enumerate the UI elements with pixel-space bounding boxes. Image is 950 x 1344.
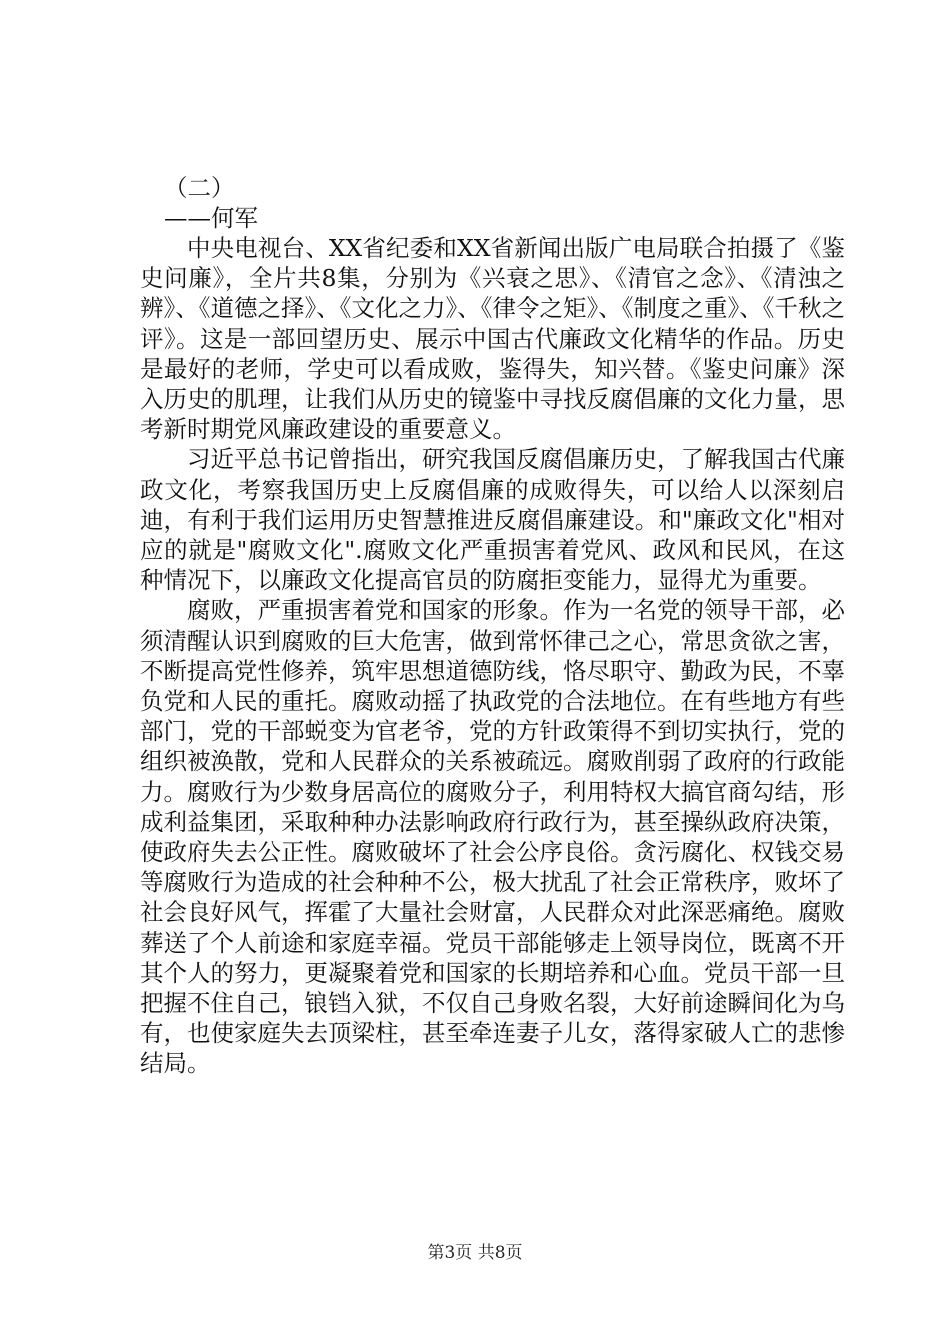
section-marker: （二） bbox=[164, 174, 235, 202]
document-body bbox=[140, 173, 845, 1079]
author-line: ——何军 bbox=[164, 204, 258, 232]
paragraph-3: 腐败，严重损害着党和国家的形象。作为一名党的领导干部，必须清醒认识到腐败的巨大危害，做到常怀律己之心，常思贪欲之害，不断提高党性修养，筑牢思想道德防线，恪尽职守、勤政为民，不辜负党和人民的重托。腐败动摇了执政党的合法地位。在有些地方有些部门，党的干部蜕变为官老爷，党的方针政策得不到切实执行，党的组织被涣散，党和人民群众的关系被疏远。腐败削弱了政府的行政能力。腐败行为少数身居高位的腐败分子，利用特权大搞官商勾结，形成利益集团，采取种种办法影响政府行政行为，甚至操纵政府决策，使政府失去公正性。腐败破坏了社会公序良俗。贪污腐化、权钱交易等腐败行为造成的社会种种不公，极大扰乱了社会正常秩序，败坏了社会良好风气，挥霍了大量社会财富，人民群众对此深恶痛绝。腐败葬送了个人前途和家庭幸福。党员干部能够走上领导岗位，既离不开其个人的努力，更凝聚着党和国家的长期培养和心血。党员干部一旦把握不住自己，锒铛入狱，不仅自己身败名裂，大好前途瞬间化为乌有，也使家庭失去顶梁柱，甚至牵连妻子儿女，落得家破人亡的悲惨结局。 bbox=[140, 596, 845, 1078]
paragraph-2: 习近平总书记曾指出，研究我国反腐倡廉历史，了解我国古代廉政文化，考察我国历史上反腐倡廉的成败得失，可以给人以深刻启迪，有利于我们运用历史智慧推进反腐倡廉建设。和"廉政文化"相对应的就是"腐败文化".腐败文化严重损害着党风、政风和民风，在这种情况下，以廉政文化提高官员的防腐拒变能力，显得尤为重要。 bbox=[140, 445, 845, 595]
paragraph-1: 中央电视台、XX省纪委和XX省新闻出版广电局联合拍摄了《鉴史问廉》，全片共8集，分别为《兴衰之思》、《清官之念》、《清浊之辨》、《道德之择》、《文化之力》、《律令之矩》、《制度之重》、《千秋之评》。这是一部回望历史、展示中国古代廉政文化精华的作品。历史是最好的老师，学史可以看成败，鉴得失，知兴替。《鉴史问廉》深入历史的肌理，让我们从历史的镜鉴中寻找反腐倡廉的文化力量，思考新时期党风廉政建设的重要意义。 bbox=[140, 234, 845, 444]
page-footer: 第3页 共8页 bbox=[427, 1243, 523, 1263]
